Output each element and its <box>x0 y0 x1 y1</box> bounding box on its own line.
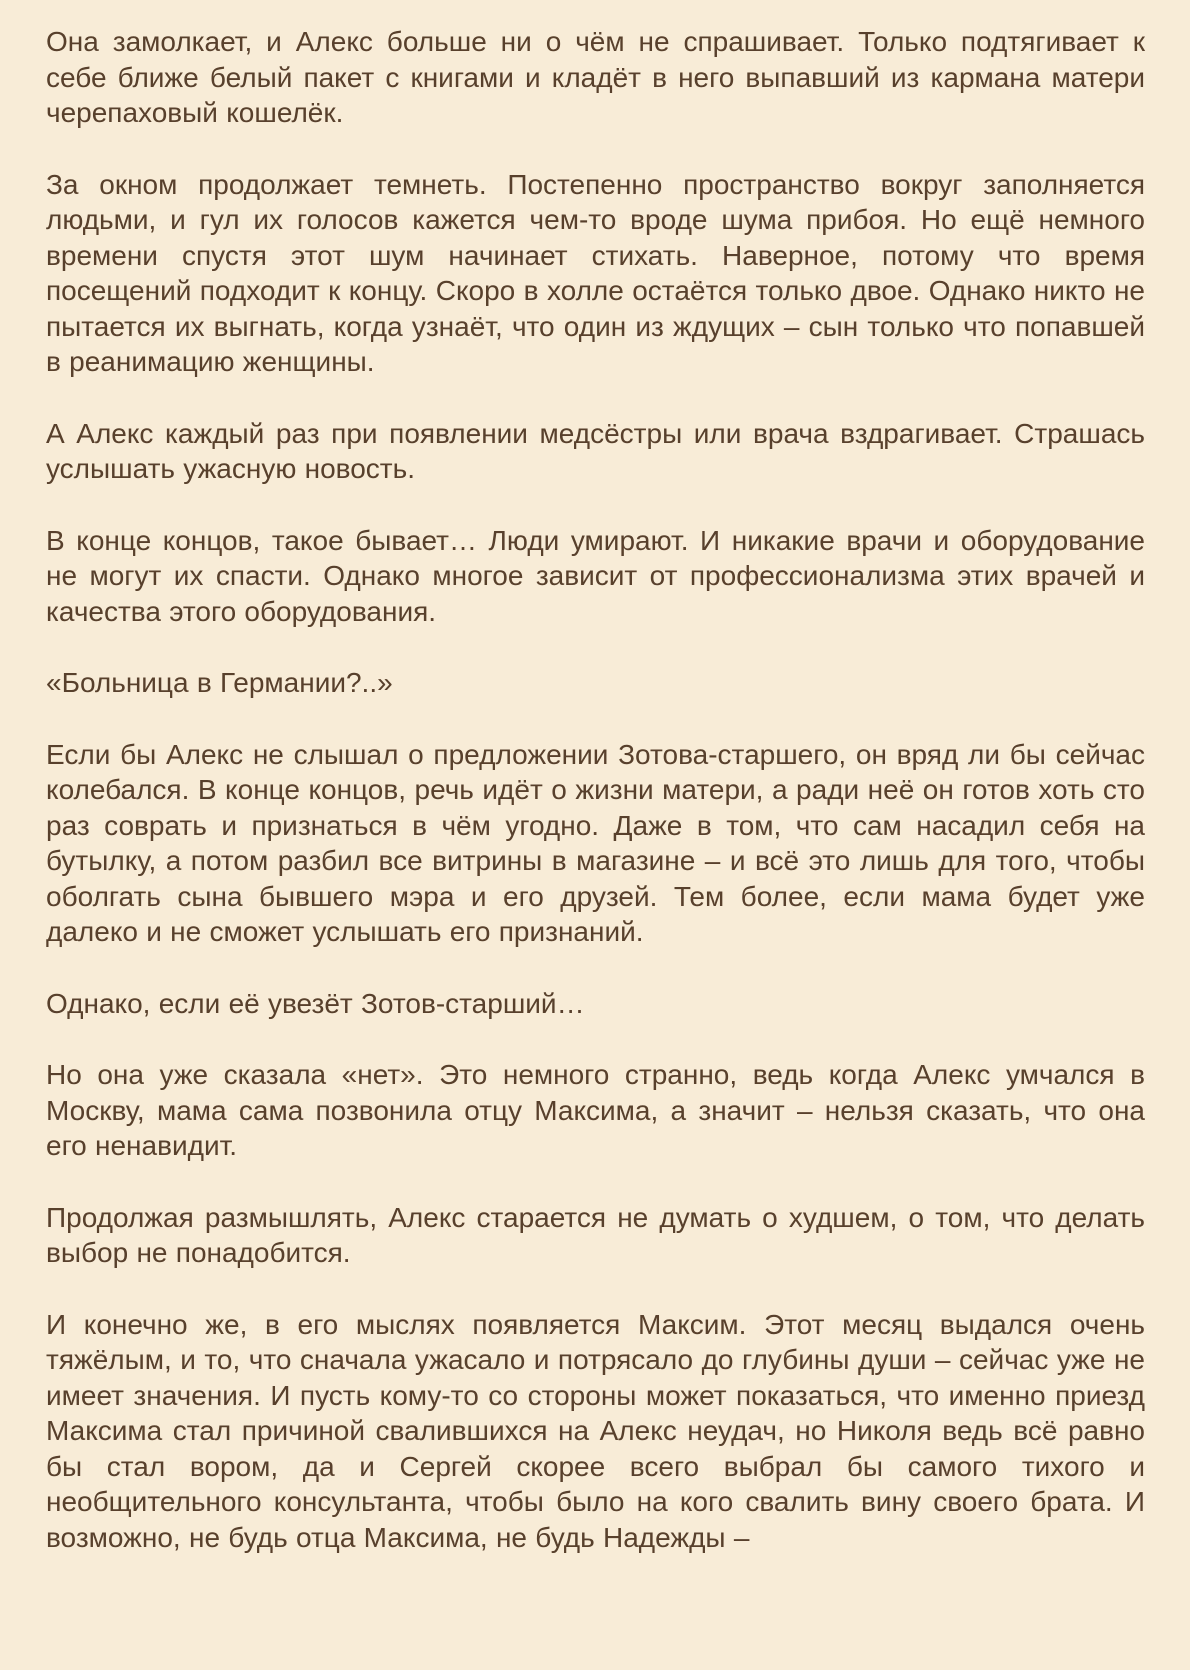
paragraph-7: Однако, если её увезёт Зотов-старший… <box>46 987 585 1019</box>
paragraph-1: Она замолкает, и Алекс больше ни о чём не спрашивает. Только подтягивает к себе ближе белый пакет с книгами и кладёт в него выпавший из кармана матери черепаховый кошелёк. <box>46 26 1145 128</box>
paragraph-6: Если бы Алекс не слышал о предложении Зотова-старшего, он вряд ли бы сейчас колебался. В конце концов, речь идёт о жизни матери, а ради неё он готов хоть сто раз соврать и признаться в чём угодно. Даже в том, что сам насадил себя на бутылку, а потом разбил все витрины в магазине – и всё это лишь для того, чтобы оболгать сына бывшего мэра и его друзей. Тем более, если мама будет уже далеко и не сможет услышать его признаний. <box>46 738 1145 947</box>
paragraph-10: И конечно же, в его мыслях появляется Максим. Этот месяц выдался очень тяжёлым, и то, что сначала ужасало и потрясало до глубины души – сейчас уже не имеет значения. И пусть кому-то со стороны может показаться, что именно приезд Максима стал причиной свалившихся на Алекс неудач, но Николя ведь всё равно бы стал вором, да и Сергей скорее всего выбрал бы самого тихого и необщительного консультанта, чтобы было на кого свалить вину своего брата. И возможно, не будь отца Максима, не будь Надежды – <box>46 1308 1145 1553</box>
paragraph-9: Продолжая размышлять, Алекс старается не думать о худшем, о том, что делать выбор не понадобится. <box>46 1201 1145 1268</box>
paragraph-5: «Больница в Германии?..» <box>46 667 393 698</box>
paragraph-8: Но она уже сказала «нет». Это немного странно, ведь когда Алекс умчался в Москву, мама сама позвонила отцу Максима, а значит – нельзя сказать, что она его ненавидит. <box>46 1059 1145 1161</box>
paragraph-2: За окном продолжает темнеть. Постепенно пространство вокруг заполняется людьми, и гул их голосов кажется чем-то вроде шума прибоя. Но ещё немного времени спустя этот шум начинает стихать. Наверное, потому что время посещений подходит к концу. Скоро в холле остаётся только двое. Однако никто не пытается их выгнать, когда узнаёт, что один из ждущих – сын только что попавшей в реанимацию женщины. <box>46 168 1145 377</box>
paragraph-3: А Алекс каждый раз при появлении медсёстры или врача вздрагивает. Страшась услышать ужасную новость. <box>46 417 1145 484</box>
paragraph-4: В конце концов, такое бывает… Люди умирают. И никакие врачи и оборудование не могут их спасти. Однако многое зависит от профессионализма этих врачей и качества этого оборудования. <box>46 524 1145 627</box>
